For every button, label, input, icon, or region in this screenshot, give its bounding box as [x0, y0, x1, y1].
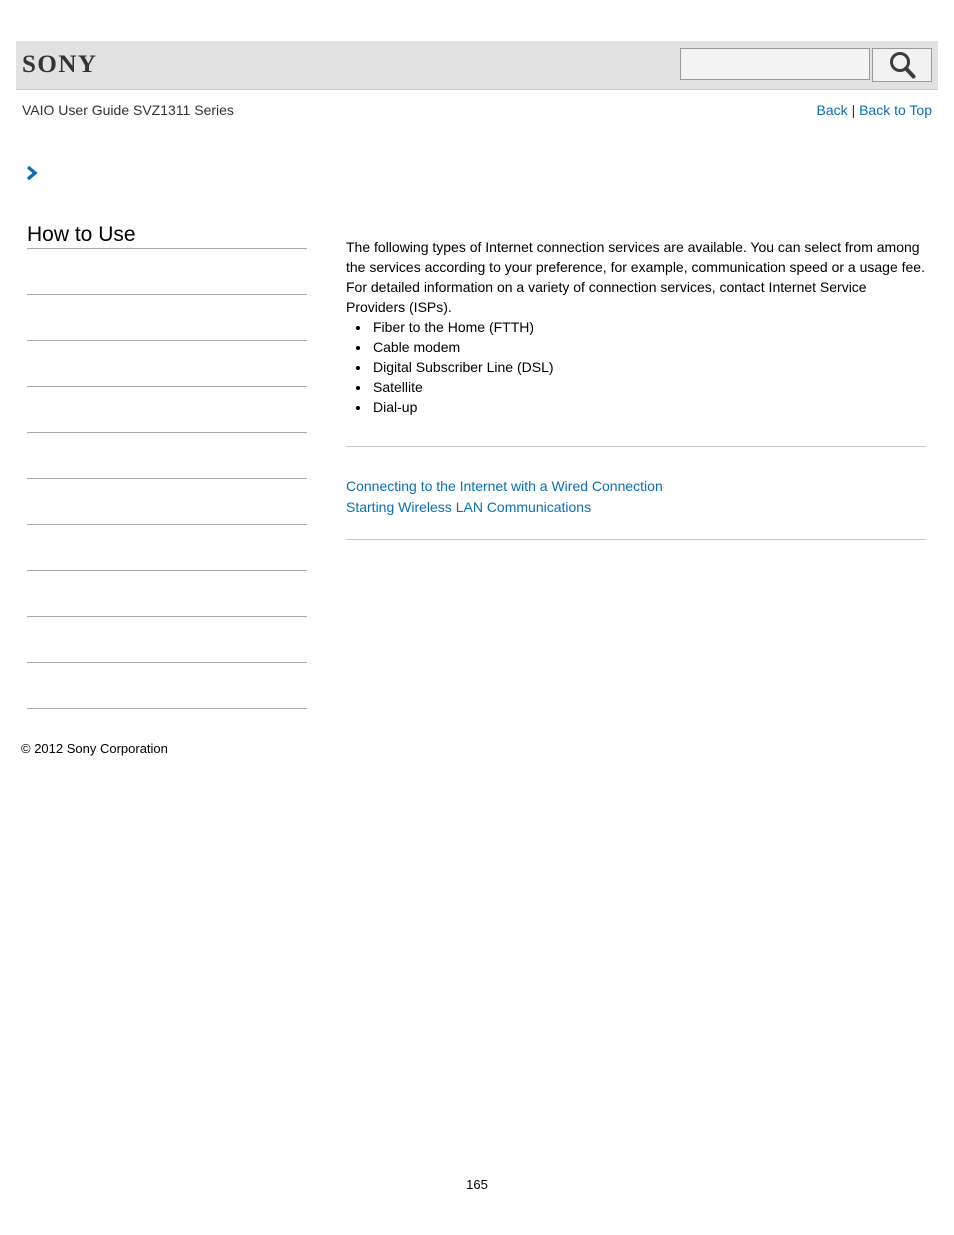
search-input[interactable]	[680, 48, 870, 80]
list-item: Fiber to the Home (FTTH)	[373, 317, 926, 337]
sidebar-row	[27, 571, 307, 617]
back-to-top-link[interactable]: Back to Top	[859, 102, 932, 118]
list-item: Digital Subscriber Line (DSL)	[373, 357, 926, 377]
service-list	[346, 317, 926, 417]
copyright: © 2012 Sony Corporation	[21, 741, 168, 756]
intro-paragraph: The following types of Internet connection services are available. You can select from among the services according to your preference, for example, communication speed or a usage fee. For detailed information on a variety of connection services, contact Internet Service Providers (ISPs).	[346, 239, 925, 315]
list-item: Cable modem	[373, 337, 926, 357]
page-number: 165	[466, 1177, 488, 1192]
nav-separator: |	[851, 102, 856, 118]
sidebar-title: How to Use	[27, 223, 307, 249]
sidebar-row	[27, 525, 307, 571]
sidebar	[27, 223, 307, 709]
header-bar	[16, 41, 938, 90]
list-item: Dial-up	[373, 397, 926, 417]
sidebar-row	[27, 249, 307, 295]
list-item: Satellite	[373, 377, 926, 397]
sidebar-row	[27, 617, 307, 663]
sidebar-row	[27, 295, 307, 341]
divider	[346, 539, 926, 540]
sony-logo: SONY	[22, 51, 98, 78]
divider	[346, 446, 926, 447]
article-body	[346, 237, 926, 417]
chevron-right-icon	[25, 165, 39, 181]
sidebar-row	[27, 663, 307, 709]
sidebar-row	[27, 387, 307, 433]
related-links	[346, 476, 663, 518]
sidebar-row	[27, 479, 307, 525]
sidebar-row	[27, 433, 307, 479]
related-link-wireless-lan[interactable]: Starting Wireless LAN Communications	[346, 499, 592, 515]
back-link[interactable]: Back	[816, 102, 848, 118]
top-nav-links	[817, 102, 932, 118]
related-link-wired-connection[interactable]: Connecting to the Internet with a Wired Connection	[346, 478, 663, 494]
sidebar-row	[27, 341, 307, 387]
guide-title: VAIO User Guide SVZ1311 Series	[22, 102, 234, 118]
search-button[interactable]	[872, 48, 932, 82]
breadcrumb	[25, 165, 39, 186]
magnifier-icon	[887, 50, 917, 80]
